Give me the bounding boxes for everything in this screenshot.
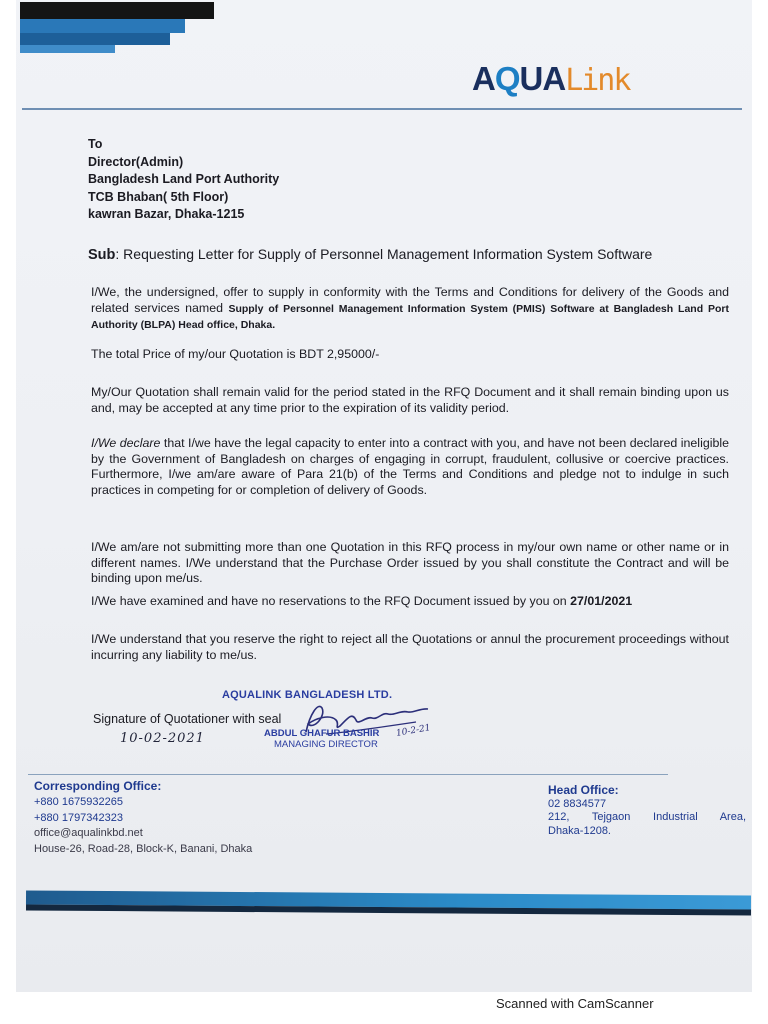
handwritten-date: 10-02-2021 — [120, 731, 205, 746]
address-line: kawran Bazar, Dhaka-1215 — [88, 207, 245, 221]
logo-text: UA — [519, 60, 566, 97]
camscanner-watermark: Scanned with CamScanner — [496, 996, 654, 1011]
paragraph-text: I/We, the undersigned, offer to supply in conformity with the Terms and Conditions for delivery of the Goods and related services named — [91, 285, 729, 315]
logo-text: A — [472, 60, 495, 97]
aqualink-logo — [472, 60, 629, 100]
company-seal-text: AQUALINK BANGLADESH LTD. — [222, 689, 393, 701]
logo-text: L𝚒𝚗k — [565, 63, 630, 98]
paragraph-text: that I/we have the legal capacity to enter into a contract with you, and have not been declared ineligible by the Government of Bangladesh on charges of engaging in corrupt, fraudulent, collusive or coercive practices. Furthermore, I/we am/are aware of Para 21(b) of the Terms and Conditions and pledge not to indulge in such practices in competing for or completion of delivery of Goods. — [91, 436, 729, 497]
subject-label: Sub — [88, 247, 116, 263]
subject-line — [88, 246, 728, 263]
address-line: Director(Admin) — [88, 154, 184, 169]
corresponding-office-heading: Corresponding Office: — [34, 779, 162, 793]
phone-number: 02 8834577 — [548, 797, 607, 810]
recipient-address — [88, 136, 279, 224]
logo-text: Q — [494, 60, 520, 97]
letterhead-corner-bar — [20, 2, 214, 19]
rfq-date: 27/01/2021 — [570, 594, 633, 608]
paragraph-text: I/We have examined and have no reservations to the RFQ Document issued by you on — [91, 594, 571, 608]
email-address: office@aqualinkbd.net — [34, 827, 143, 840]
header-divider — [22, 108, 742, 110]
paragraph-text: I/We am/are not submitting more than one Quotation in this RFQ process in my/our own name or other name or in different names. I/We understand that the Purchase Order issued by you shall constitute the Contract and will be binding upon me/us. — [91, 540, 729, 585]
goods-description: Supply of Personnel Management Information System (PMIS) Software at Bangladesh Land Port Authority (BLPA) Head office, Dhaka. — [91, 302, 729, 331]
address-line: To — [88, 137, 103, 151]
paragraph-text: My/Our Quotation shall remain valid for the period stated in the RFQ Document and it shall remain binding upon us and, may be accepted at any time prior to the expiration of its validity period. — [91, 385, 729, 415]
postal-address: Dhaka-1208. — [548, 824, 611, 837]
quotation-price: The total Price of my/our Quotation is BDT 2,95000/- — [91, 347, 380, 361]
body-paragraph-offer — [91, 285, 729, 334]
letterhead-corner-stripe — [20, 19, 185, 33]
body-paragraph-validity — [91, 385, 729, 416]
letterhead-corner-stripe — [20, 45, 115, 53]
paragraph-text: I/We understand that you reserve the right to reject all the Quotations or annul the procurement proceedings without incurring any liability to me/us. — [91, 632, 729, 662]
signature-label: Signature of Quotationer with seal — [93, 712, 282, 726]
address-line: Bangladesh Land Port Authority — [88, 172, 280, 186]
signer-name: ABDUL GHAFUR BASHIR — [264, 728, 380, 739]
postal-address: House-26, Road-28, Block-K, Banani, Dhaka — [34, 843, 253, 856]
corresponding-office — [34, 779, 252, 858]
phone-number: +880 1797342323 — [34, 811, 124, 824]
footer-divider — [28, 774, 668, 775]
body-paragraph-single-quotation — [91, 540, 729, 587]
head-office-heading: Head Office: — [548, 783, 619, 797]
body-paragraph-declaration — [91, 436, 729, 498]
letterhead-corner-stripe — [20, 33, 170, 45]
body-paragraph-price — [91, 347, 729, 363]
signature-date: 10-2-21 — [395, 723, 432, 739]
phone-number: +880 1675932265 — [34, 795, 124, 808]
address-line: TCB Bhaban( 5th Floor) — [88, 189, 229, 204]
body-paragraph-rfq — [91, 594, 729, 610]
head-office — [548, 784, 746, 838]
postal-address: 212, Tejgaon Industrial Area, — [548, 811, 746, 823]
body-paragraph-reserve-right — [91, 632, 729, 663]
signer-title: MANAGING DIRECTOR — [274, 739, 378, 750]
subject-text: : Requesting Letter for Supply of Personnel Management Information System Software — [115, 246, 653, 262]
declaration-lead: I/We declare — [91, 436, 161, 450]
